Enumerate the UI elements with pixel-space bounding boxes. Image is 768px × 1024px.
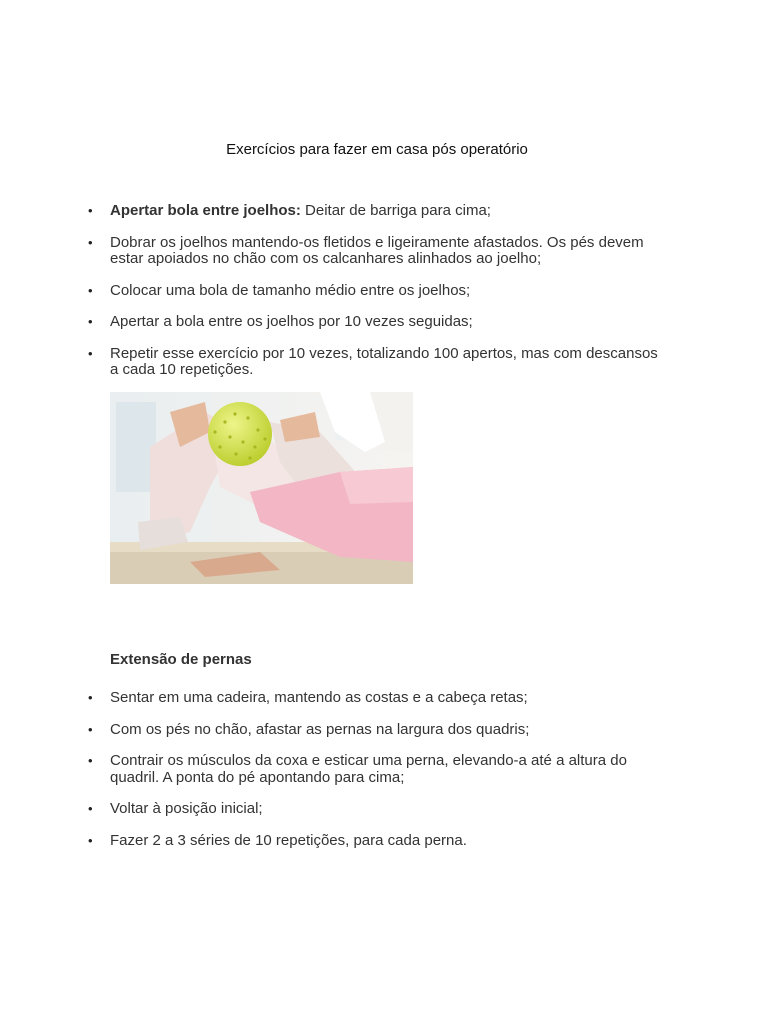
- item-text: Colocar uma bola de tamanho médio entre os joelhos;: [110, 281, 471, 299]
- list-item: [88, 314, 668, 331]
- list-item: [88, 833, 668, 850]
- list-item: [88, 203, 668, 220]
- item-text: Apertar a bola entre os joelhos por 10 vezes seguidas;: [110, 313, 473, 330]
- item-text: Repetir esse exercício por 10 vezes, totalizando 100 apertos, mas com descansos a cada 10 repetições.: [110, 344, 658, 378]
- bullet-icon: •: [88, 282, 93, 298]
- item-bold-label: Apertar bola entre joelhos:: [110, 202, 301, 219]
- bullet-icon: •: [88, 203, 93, 218]
- list-item: [88, 801, 668, 818]
- physiotherapy-photo: [110, 392, 413, 584]
- list-item: [88, 235, 668, 268]
- list-item: [88, 722, 668, 739]
- list-item: [88, 753, 668, 786]
- bullet-icon: •: [88, 832, 93, 848]
- exercise-list-1: [88, 203, 668, 394]
- bullet-icon: •: [88, 721, 93, 737]
- list-item: [88, 283, 668, 300]
- item-text: Sentar em uma cadeira, mantendo as costas e a cabeça retas;: [110, 689, 528, 706]
- list-item: [88, 690, 668, 707]
- item-text: Deitar de barriga para cima;: [300, 202, 491, 219]
- bullet-icon: •: [88, 690, 93, 705]
- list-item: [88, 346, 668, 379]
- item-text: Dobrar os joelhos mantendo-os fletidos e ligeiramente afastados. Os pés devem estar apoiados no chão com os calcanhares alinhados ao joelho;: [110, 233, 644, 267]
- exercise-list-2: [88, 690, 668, 864]
- bullet-icon: •: [88, 314, 93, 329]
- item-text: Fazer 2 a 3 séries de 10 repetições, para cada perna.: [110, 831, 467, 849]
- bullet-icon: •: [88, 345, 93, 361]
- section-heading: Extensão de pernas: [110, 651, 252, 668]
- bullet-icon: •: [88, 753, 93, 768]
- document-title: Exercícios para fazer em casa pós operatório: [226, 141, 528, 158]
- item-text: Voltar à posição inicial;: [110, 800, 263, 817]
- item-text: Contrair os músculos da coxa e esticar uma perna, elevando-a até a altura do quadril. A ponta do pé apontando para cima;: [110, 752, 627, 786]
- bullet-icon: •: [88, 234, 93, 250]
- item-text: Com os pés no chão, afastar as pernas na largura dos quadris;: [110, 720, 530, 738]
- bullet-icon: •: [88, 801, 93, 816]
